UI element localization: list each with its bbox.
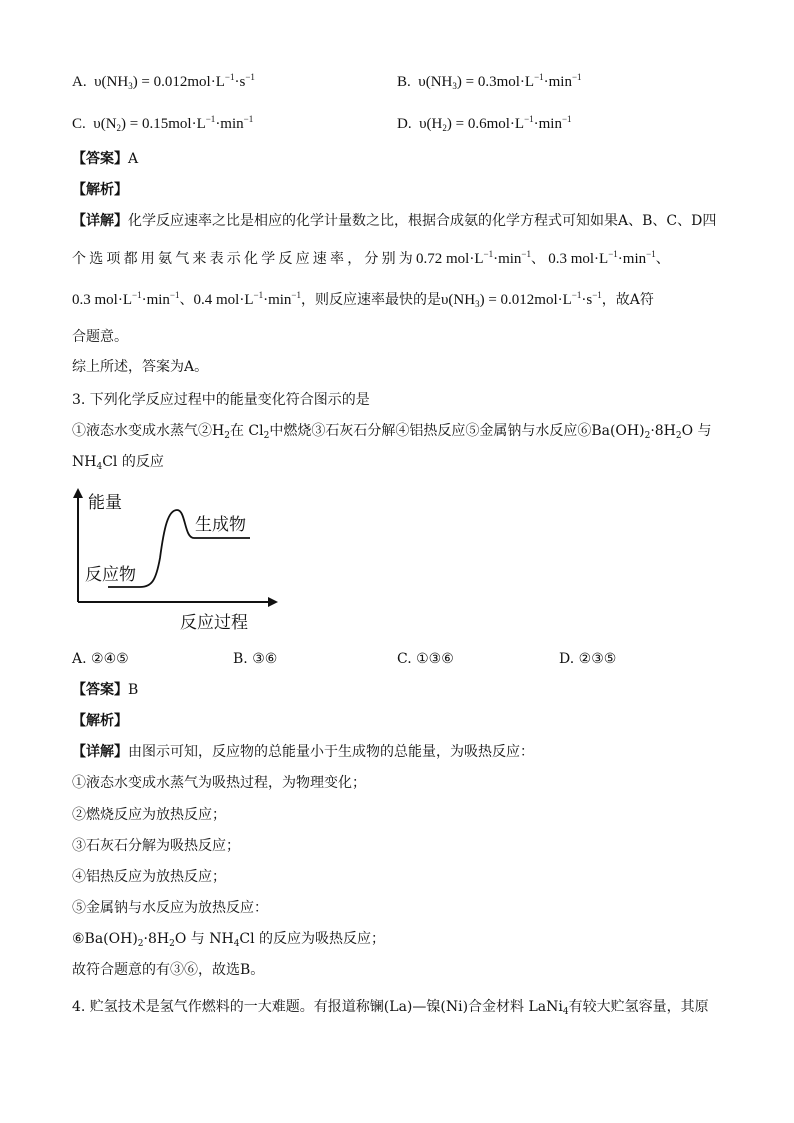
q3-option-a: A. ②④⑤ bbox=[72, 651, 129, 667]
q3-items-line2: $NH_4Cl$ 的反应 bbox=[72, 454, 164, 472]
q3-conclusion: 故符合题意的有③⑥，故选B。 bbox=[72, 962, 265, 978]
q3-point-3: ③石灰石分解为吸热反应； bbox=[72, 838, 240, 854]
option-c: C. $\upsilon(N_2) = 0.15mol\cdot L^{-1}\cdot\min^{-1}$ bbox=[72, 114, 254, 133]
x-axis-arrow bbox=[268, 597, 278, 607]
option-b: B. $\upsilon(NH_3) = 0.3mol\cdot L^{-1}\cdot\min^{-1}$ bbox=[397, 72, 582, 91]
energy-diagram bbox=[70, 488, 300, 638]
q3-option-b: B. ③⑥ bbox=[233, 651, 278, 667]
q3-analysis-tag: 【解析】 bbox=[72, 713, 128, 729]
q3-option-c: C. ①③⑥ bbox=[397, 651, 454, 667]
q2-detail-line2: 个选项都用氨气来表示化学反应速率，分别为0.72 $mol\cdot L^{-1}\cdot\min^{-1}$、0.3 $mol\cdot L^{-1}\cdot\min^{-1}$、 bbox=[72, 249, 673, 267]
q3-point-5: ⑤金属钠与水反应为放热反应： bbox=[72, 900, 268, 916]
q2-summary: 综上所述，答案为A。 bbox=[72, 359, 209, 375]
q3-answer: 【答案】B bbox=[72, 682, 139, 698]
option-a: A. $\upsilon(NH_3) = 0.012mol\cdot L^{-1}\cdot s^{-1}$ bbox=[72, 72, 255, 91]
option-d: D. $\upsilon(H_2) = 0.6mol\cdot L^{-1}\cdot\min^{-1}$ bbox=[397, 114, 572, 133]
q2-answer: 【答案】A bbox=[72, 151, 139, 167]
q2-analysis-tag: 【解析】 bbox=[72, 182, 128, 198]
x-axis-label: 反应过程 bbox=[180, 613, 248, 633]
reactant-label: 反应物 bbox=[85, 565, 136, 585]
q3-point-4: ④铝热反应为放热反应； bbox=[72, 869, 226, 885]
product-label: 生成物 bbox=[195, 515, 246, 535]
q3-items-line1: ①液态水变成水蒸气$②H_2$在 $Cl_2$中燃烧③石灰石分解④铝热反应⑤金属钠与水反应$⑥Ba(OH)_2\cdot 8H_2O$ 与 bbox=[72, 423, 712, 441]
q3-point-2: ②燃烧反应为放热反应； bbox=[72, 807, 226, 823]
q3-point-6: $⑥Ba(OH)_2\cdot 8H_2O$ 与 $NH_4Cl$ 的反应为吸热反应； bbox=[72, 931, 386, 949]
q3-option-d: D. ②③⑤ bbox=[559, 651, 617, 667]
q3-detail: 【详解】由图示可知，反应物的总能量小于生成物的总能量，为吸热反应： bbox=[72, 744, 534, 760]
y-axis-label: 能量 bbox=[88, 493, 122, 513]
q2-detail-line4: 合题意。 bbox=[72, 329, 128, 345]
q3-stem: 3. 下列化学反应过程中的能量变化符合图示的是 bbox=[72, 392, 370, 408]
q2-detail-line3: 0.3 $mol\cdot L^{-1}\cdot\min^{-1}$、0.4 $mol\cdot L^{-1}\cdot\min^{-1}$，则反应速率最快的是$\upsilon(NH_3) = 0.012mol\cdot L^{-1}\cdot s^{-1}$，故A符 bbox=[72, 290, 654, 309]
q4-stem: 4. 贮氢技术是氢气作燃料的一大难题。有报道称镧(La)—镍(Ni)合金材料 LaNi$_4$有较大贮氢容量，其原 bbox=[72, 999, 709, 1017]
q3-point-1: ①液态水变成水蒸气为吸热过程，为物理变化； bbox=[72, 775, 366, 791]
y-axis-arrow bbox=[73, 488, 83, 498]
q2-detail-line1: 【详解】化学反应速率之比是相应的化学计量数之比，根据合成氨的化学方程式可知如果A、B、C、D四 bbox=[72, 213, 717, 229]
